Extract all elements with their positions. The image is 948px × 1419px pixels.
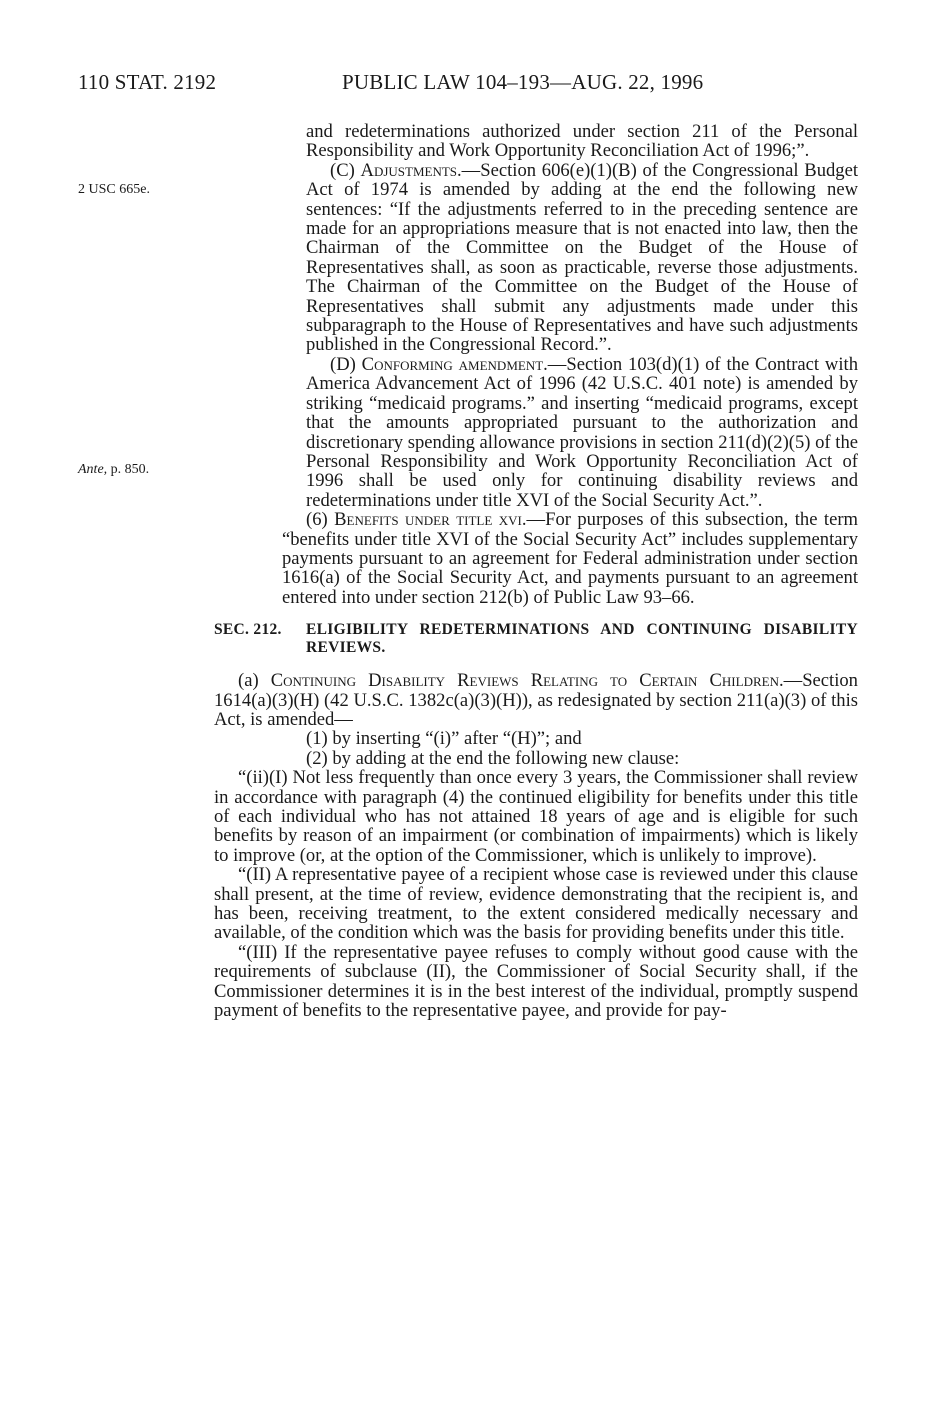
paragraph-text: .—Section 103(d)(1) of the Contract with America Advancement Act of 1996 (42 U.S.C. 401 note) is amended by striking “medicaid programs.” and inserting “medicaid programs, except that the amounts appropriated pursuant to the authorization and discretionary spending allowance provisions in section 211(d)(2)(5) of the Personal Responsibility and Work Opportunity Reconciliation Act of 1996 shall be used only for continuing disability reviews and redeterminations under title XVI of the Social Security Act.”. — [306, 353, 858, 511]
paragraph-conforming-amendment — [306, 355, 858, 510]
public-law-title: PUBLIC LAW 104–193—AUG. 22, 1996 — [342, 70, 704, 94]
paragraph-heading: Adjustments — [360, 159, 458, 181]
paragraph-text: .—Section 606(e)(1)(B) of the Congressional Budget Act of 1974 is amended by adding at the end the following new sentences: “If the adjustments referred to in the preceding sentence are made for an appropriations measure that is not enacted into law, then the Chairman of the Committee on the Budget of the House of Representatives shall, as soon as practicable, reverse those adjustments. The Chairman of the Committee on the Budget of the House of Representatives shall submit any adjustments made under this subparagraph to the House of Representatives and have such adjustments published in the Congressional Record.”. — [306, 159, 859, 356]
section-heading — [214, 621, 858, 657]
margin-note-ante — [78, 462, 149, 478]
upper-text-block — [214, 122, 858, 510]
clause-ii-II: “(II) A representative payee of a recipient whose case is reviewed under this clause shall present, at the time of review, evidence demonstrating that the recipient is, and has been, receiving treatment, to the extent considered medically necessary and available, of the condition which was the basis for providing benefits under this title. — [214, 864, 858, 944]
clause-ii-III: “(III) If the representative payee refuses to comply without good cause with the requirements of subclause (II), the Commissioner of Social Security shall, if the Commissioner determines it is in the best interest of the individual, promptly suspend payment of benefits to the representative payee, and provide for pay- — [214, 941, 858, 1022]
paragraph-label: (C) — [330, 159, 361, 181]
paragraph-heading: Conforming amendment — [361, 353, 544, 375]
list-item-2: (2) by adding at the end the following new clause: — [306, 747, 680, 769]
subsection-a — [214, 671, 858, 729]
statute-page-number: 110 STAT. 2192 — [78, 70, 217, 94]
section-number: SEC. 212. — [214, 621, 282, 639]
paragraph-adjustments — [306, 161, 858, 355]
margin-note-usc: 2 USC 665e. — [78, 182, 150, 197]
list-item-1: (1) by inserting “(i)” after “(H)”; and — [306, 728, 582, 750]
paragraph-text: .—For purposes of this subsection, the term “benefits under title XVI of the Social Security Act” includes supplementary payments pursuant to an agreement for Federal administration under section 1616(a) of the Social Security Act, and payments pursuant to an agreement entered into under section 212(b) of Public Law 93–66. — [282, 509, 858, 608]
paragraph-benefits-title-xvi — [214, 510, 858, 607]
clause-ii-I: “(ii)(I) Not less frequently than once every 3 years, the Commissioner shall review in accordance with paragraph (4) the continued eligibility for benefits under this title of each individual who has not attained 18 years of age and is eligible for such benefits by reason of an impairment (or combination of impairments) which is likely to improve (or, at the option of the Commissioner, which is unlikely to improve). — [214, 767, 858, 866]
margin-note-ante-italic: Ante, — [78, 462, 108, 477]
subsection-heading: Continuing Disability Reviews Relating to Certain Children — [270, 670, 779, 692]
paragraph-label: (D) — [330, 353, 362, 375]
section-title: ELIGIBILITY REDETERMINATIONS AND CONTINUING DISABILITY REVIEWS. — [306, 621, 858, 657]
paragraph-label: (6) — [306, 509, 335, 531]
subsection-text: .—Section 1614(a)(3)(H) (42 U.S.C. 1382c(a)(3)(H)), as redesignated by section 211(a)(3) of this Act, is amended— — [214, 670, 858, 730]
document-body — [214, 122, 858, 1020]
paragraph-heading: Benefits under title xvi — [334, 509, 522, 531]
subsection-label: (a) — [238, 670, 271, 692]
paragraph-continuation: and redeterminations authorized under section 211 of the Personal Responsibility and Work Opportunity Reconciliation Act of 1996;”. — [306, 121, 858, 162]
margin-note-ante-page: p. 850. — [107, 462, 150, 477]
